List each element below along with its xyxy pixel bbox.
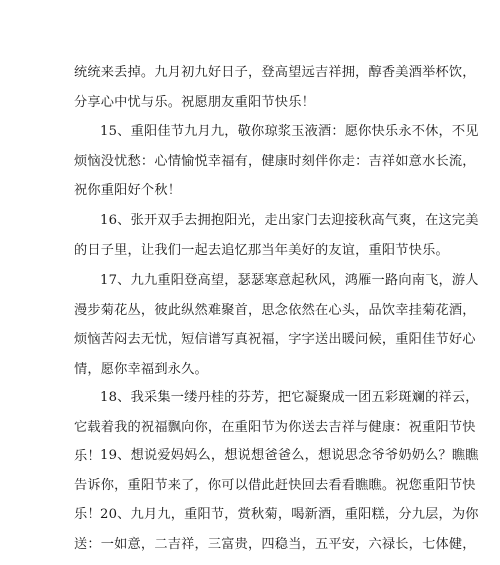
text-line: 情，愿你幸福到永久。	[74, 361, 208, 377]
text-line: 15、重阳佳节九月九，敬你琼浆玉液酒：愿你快乐永不休，不见	[100, 124, 479, 139]
text-line: 送：一如意，二吉祥，三富贵，四稳当，五平安，六禄长，七体健，	[74, 536, 476, 552]
paragraph-14-continuation	[74, 58, 476, 117]
paragraph-20	[74, 500, 479, 559]
text-line: 18、我采集一缕丹桂的芬芳，把它凝聚成一团五彩斑斓的祥云，	[100, 390, 479, 405]
text-line: 祝你重阳好个秋！	[74, 183, 182, 198]
text-line: 乐！	[74, 507, 101, 522]
text-line: 烦恼苦闷去无忧，短信谱写真祝福，字字送出暖问候，重阳佳节好心	[74, 332, 476, 347]
paragraph-15	[74, 117, 479, 206]
paragraph-17	[74, 266, 479, 384]
text-line: 烦恼没忧愁：心情愉悦幸福有，健康时刻伴你走：吉祥如意水长流，	[74, 153, 476, 169]
text-line: 20、九月九，重阳节，赏秋菊，喝新酒，重阳糕，分九层，为你	[100, 507, 479, 522]
text-line: 17、九九重阳登高望，瑟瑟寒意起秋风，鸿雁一路向南飞，游人	[100, 273, 479, 288]
text-line: 告诉你，重阳节来了，你可以借此赶快回去看看瞧瞧。祝您重阳节快	[74, 477, 476, 493]
text-line: 19、想说爱妈妈么，想说想爸爸么，想说思念爷爷奶奶么？瞧瞧	[100, 448, 479, 463]
text-line: 它载着我的祝福飘向你，在重阳节为你送去吉祥与健康：祝重阳节快	[74, 419, 476, 435]
text-line: 乐！	[74, 449, 101, 464]
text-line: 的日子里，让我们一起去追忆那当年美好的友谊，重阳节快乐。	[74, 242, 449, 258]
text-line: 统统来丢掉。九月初九好日子，登高望远吉祥拥，醇香美酒举杯饮，	[74, 65, 476, 80]
text-line: 16、张开双手去拥抱阳光，走出家门去迎接秋高气爽，在这完美	[100, 213, 479, 228]
text-line: 漫步菊花丛，彼此纵然难聚首，思念依然在心头，品饮幸挂菊花酒，	[74, 302, 476, 318]
text-line: 分享心中忧与乐。祝愿朋友重阳节快乐！	[74, 94, 315, 110]
paragraph-16	[74, 206, 479, 265]
